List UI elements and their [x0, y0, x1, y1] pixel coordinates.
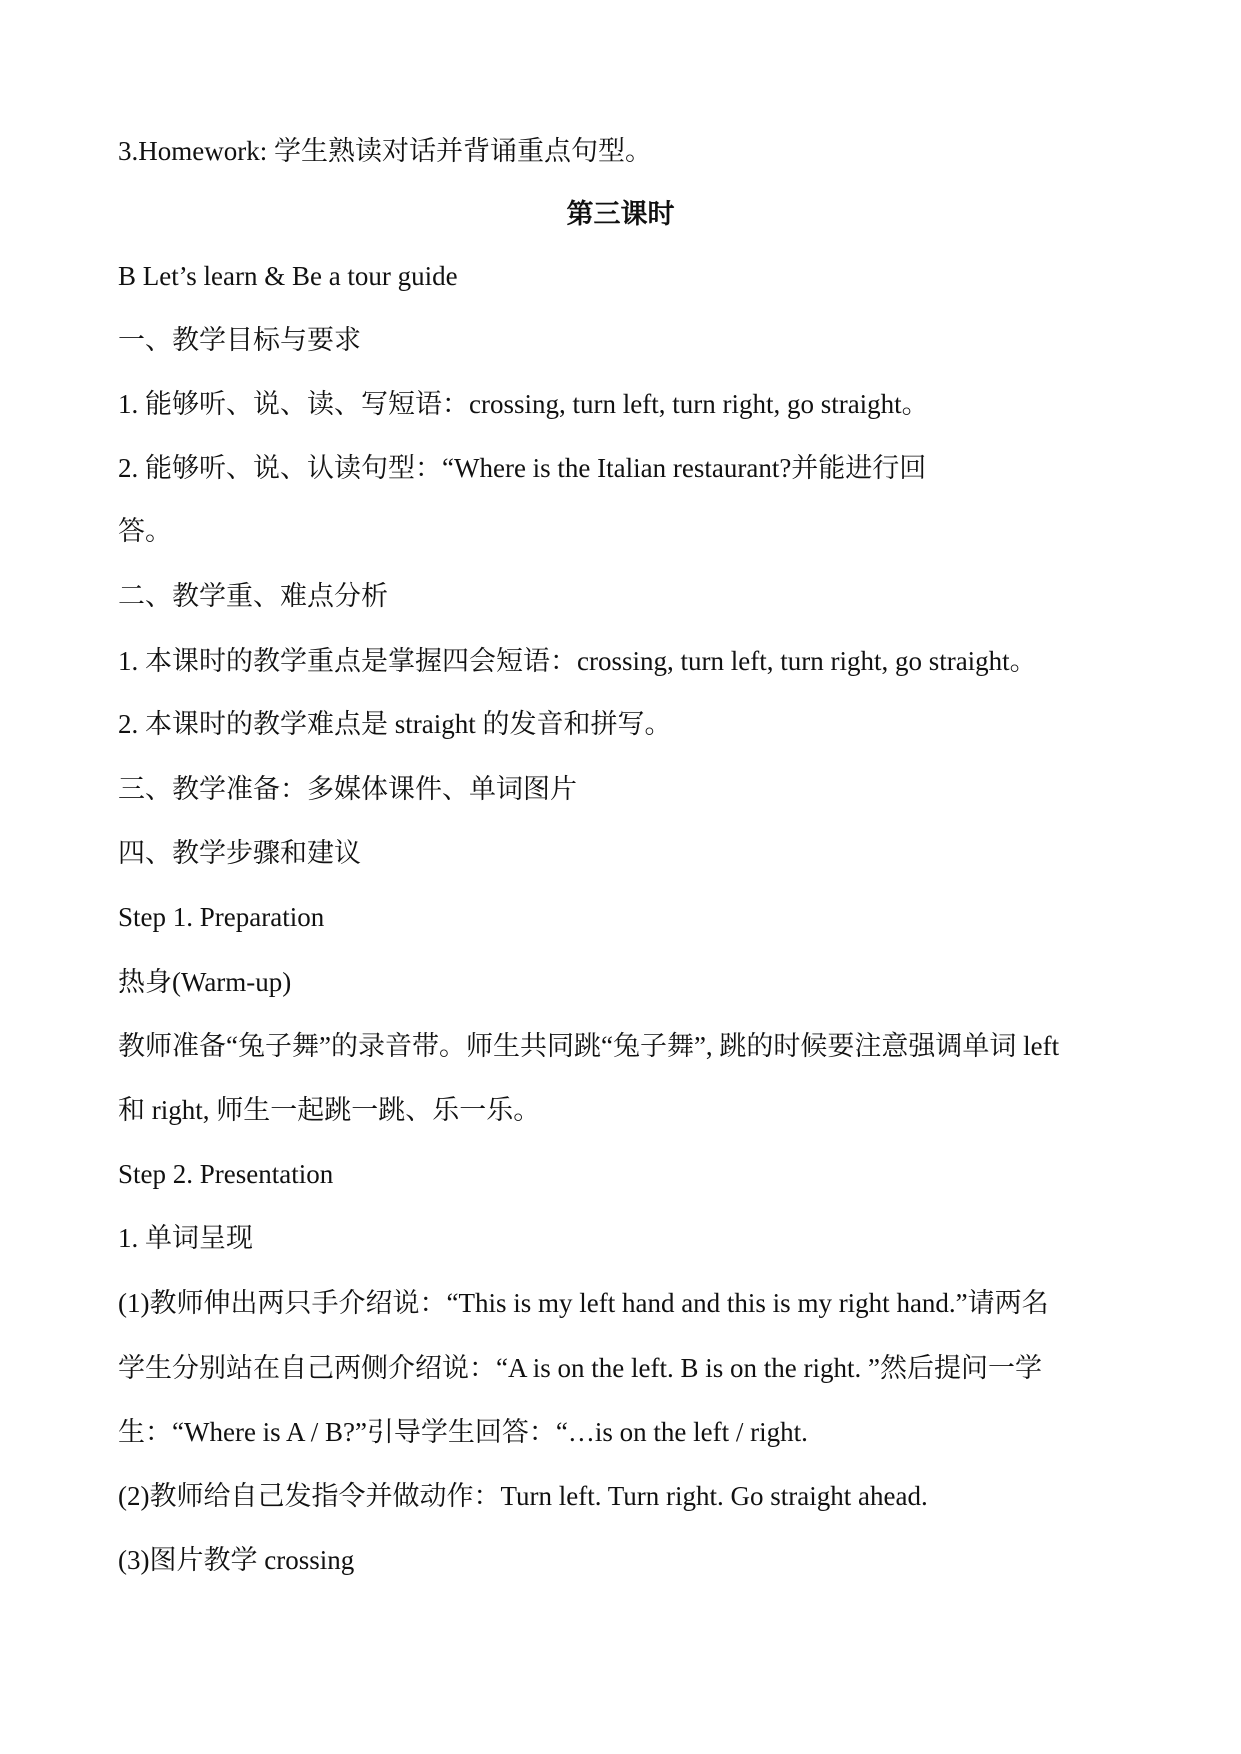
step-2-title: Step 2. Presentation [118, 1159, 334, 1189]
step-1-title: Step 1. Preparation [118, 902, 325, 932]
heading-key-points: 二、教学重、难点分析 [118, 581, 388, 611]
warm-up-text-1: 教师准备“兔子舞”的录音带。师生共同跳“兔子舞”, 跳的时候要注意强调单词 left [118, 1031, 1060, 1061]
activity-1-line-2: 学生分别站在自己两侧介绍说：“A is on the left. B is on the right. ”然后提问一学 [118, 1353, 1042, 1383]
warm-up-title: 热身(Warm-up) [118, 967, 292, 997]
key-point-1: 1. 本课时的教学重点是掌握四会短语：crossing, turn left, turn right, go straight。 [118, 646, 1037, 676]
activity-1-line-1: (1)教师伸出两只手介绍说：“This is my left hand and this is my right hand.”请两名 [118, 1288, 1049, 1318]
heading-preparation: 三、教学准备：多媒体课件、单词图片 [118, 774, 577, 804]
activity-2-line: (2)教师给自己发指令并做动作：Turn left. Turn right. Go straight ahead. [118, 1481, 928, 1511]
activity-3-line: (3)图片教学 crossing [118, 1545, 355, 1575]
warm-up-text-2: 和 right, 师生一起跳一跳、乐一乐。 [118, 1095, 541, 1125]
objective-2: 2. 能够听、说、认读句型：“Where is the Italian restaurant?并能进行回 [118, 453, 927, 483]
word-presentation-title: 1. 单词呈现 [118, 1223, 253, 1253]
key-point-2: 2. 本课时的教学难点是 straight 的发音和拼写。 [118, 709, 672, 739]
section-subtitle: B Let’s learn & Be a tour guide [118, 261, 458, 291]
activity-1-line-3: 生：“Where is A / B?”引导学生回答：“…is on the left / right. [118, 1417, 808, 1447]
lesson-title: 第三课时 [566, 199, 675, 229]
homework-line: 3.Homework: 学生熟读对话并背诵重点句型。 [118, 136, 652, 166]
objective-1: 1. 能够听、说、读、写短语：crossing, turn left, turn right, go straight。 [118, 389, 929, 419]
heading-objectives: 一、教学目标与要求 [118, 325, 361, 355]
heading-steps: 四、教学步骤和建议 [118, 838, 361, 868]
objective-2-cont: 答。 [118, 516, 172, 546]
